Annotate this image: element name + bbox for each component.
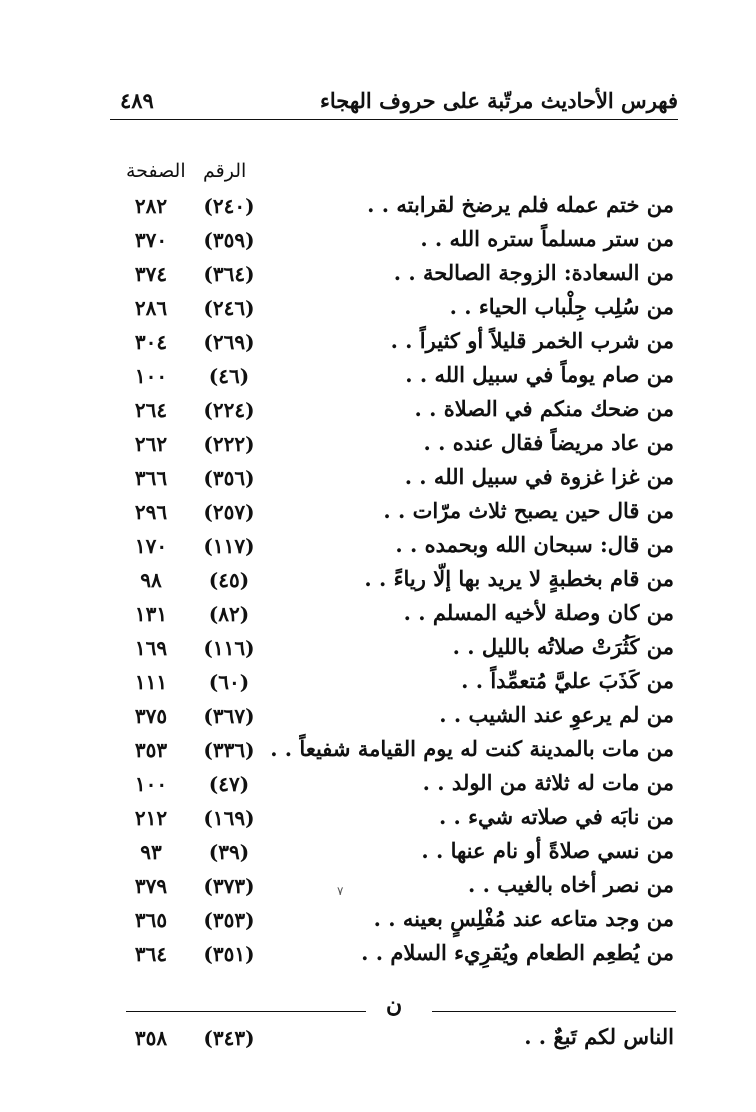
entry-hadith-text: من عاد مريضاً فقال عنده . . [423,430,674,455]
entry-hadith-text: من قام بخطبةٍ لا يريد بها إلّا رياءً . . [364,566,674,591]
index-entry [0,770,756,804]
entry-page-number: ١٠٠ [134,772,168,796]
entry-page-number: ١٧٠ [134,534,168,558]
index-entry [0,668,756,702]
index-entry [0,906,756,940]
index-entry [0,804,756,838]
entry-hadith-text: من قال حين يصبح ثلاث مرّات . . [383,498,674,523]
entry-hadith-number: (٣٥٣) [203,908,255,932]
entry-hadith-text: من ختم عمله فلم يرضخ لقرابته . . [367,192,674,217]
entry-hadith-text: من مات له ثلاثة من الولد . . [422,770,674,795]
entry-page-number: ٣٦٥ [134,908,168,932]
entry-hadith-number: (٣٤٣) [203,1026,255,1050]
entry-hadith-number: (٤٧) [208,772,250,796]
entry-hadith-text: من قال: سبحان الله وبحمده . . [395,532,674,557]
index-entry [0,430,756,464]
index-entry [0,872,756,906]
entry-hadith-number: (٨٢) [208,602,250,626]
section-letter: ن [386,992,403,1018]
entry-hadith-text: من كان وصلة لأخيه المسلم . . [403,600,674,625]
page-title: فهرس الأحاديث مرتّبة على حروف الهجاء [320,88,678,113]
entry-hadith-number: (٣٩) [208,840,250,864]
entry-hadith-text: من كَثُرَتْ صلاتُه بالليل . . [452,634,674,659]
index-entry [0,396,756,430]
entry-hadith-text: من سُلِب جِلْباب الحياء . . [449,294,674,319]
column-header-page: الصفحة [126,160,186,182]
entry-page-number: ٢١٢ [134,806,168,830]
index-entry [0,736,756,770]
index-entry [0,702,756,736]
entry-hadith-number: (٣٦٤) [203,262,255,286]
index-entry [0,634,756,668]
index-entry [0,498,756,532]
index-entry [0,464,756,498]
entry-page-number: ٢٨٢ [134,194,168,218]
index-entry [0,838,756,872]
entry-page-number: ٣٥٣ [134,738,168,762]
index-entry [0,362,756,396]
entry-hadith-number: (١٦٩) [203,806,255,830]
index-entry [0,600,756,634]
entry-hadith-text: من ستر مسلماً ستره الله . . [420,226,674,251]
entry-page-number: ٢٩٦ [134,500,168,524]
entry-hadith-number: (٦٠) [208,670,250,694]
entry-hadith-text: من وجد متاعه عند مُفْلِسٍ بعينه . . [373,906,674,931]
index-entry [0,566,756,600]
entry-hadith-number: (١١٦) [203,636,255,660]
entry-page-number: ٩٨ [140,568,162,592]
entry-page-number: ١١١ [134,670,168,694]
index-entry [0,328,756,362]
section-divider-right [432,1011,676,1012]
entry-page-number: ١٠٠ [134,364,168,388]
entry-hadith-text: من صام يوماً في سبيل الله . . [405,362,674,387]
entry-page-number: ٣٥٨ [134,1026,168,1050]
entry-page-number: ٣٦٤ [134,942,168,966]
entry-hadith-number: (٤٥) [208,568,250,592]
entry-hadith-text: من نسي صلاةً أو نام عنها . . [421,838,674,863]
entry-hadith-text: من كَذَبَ عليَّ مُتعمِّداً . . [461,668,674,693]
page-header [110,88,678,118]
entry-hadith-number: (٣٧٣) [203,874,255,898]
entry-hadith-text: من مات بالمدينة كنت له يوم القيامة شفيعاً . . [270,736,674,761]
entry-hadith-number: (٢٢٢) [203,432,255,456]
section-divider-left [126,1011,366,1012]
entry-hadith-number: (٣٥٦) [203,466,255,490]
entry-hadith-number: (٣٥١) [203,942,255,966]
entry-hadith-number: (٢٤٦) [203,296,255,320]
entry-page-number: ١٣١ [134,602,168,626]
entry-hadith-number: (٢٤٠) [203,194,255,218]
entry-page-number: ٢٨٦ [134,296,168,320]
entry-hadith-text: من نصر أخاه بالغيب . . [467,872,674,897]
margin-mark: ٧ [337,884,344,898]
entry-hadith-number: (٣٥٩) [203,228,255,252]
index-entry [0,226,756,260]
entry-hadith-text: من لم يرعوِ عند الشيب . . [439,702,674,727]
entry-hadith-number: (٢٢٤) [203,398,255,422]
entry-page-number: ٢٦٤ [134,398,168,422]
entry-hadith-number: (١١٧) [203,534,255,558]
entry-page-number: ٩٣ [140,840,162,864]
entry-page-number: ٣٧٥ [134,704,168,728]
entry-page-number: ٣٦٦ [134,466,168,490]
entry-page-number: ٢٦٢ [134,432,168,456]
index-entry [0,260,756,294]
entry-hadith-number: (٣٣٦) [203,738,255,762]
entry-page-number: ١٦٩ [134,636,168,660]
entry-hadith-text: من السعادة: الزوجة الصالحة . . [393,260,674,285]
index-entry [0,532,756,566]
entry-hadith-text: من غزا غزوة في سبيل الله . . [404,464,674,489]
entry-hadith-number: (٢٥٧) [203,500,255,524]
entry-page-number: ٣٧٩ [134,874,168,898]
column-header-number: الرقم [203,160,247,182]
entry-hadith-number: (٤٦) [208,364,250,388]
entry-page-number: ٣٧٠ [134,228,168,252]
index-entry [0,294,756,328]
index-entry [0,940,756,974]
entry-hadith-number: (٢٦٩) [203,330,255,354]
entry-page-number: ٣٠٤ [134,330,168,354]
entry-hadith-text: الناس لكم تَبعٌ . . [524,1024,674,1049]
page-number: ٤٨٩ [120,88,154,113]
header-divider [110,119,678,120]
index-entry [0,192,756,226]
entry-page-number: ٣٧٤ [134,262,168,286]
entry-hadith-text: من نابَه في صلاته شيء . . [438,804,674,829]
index-entry [0,1024,756,1058]
entry-hadith-number: (٣٦٧) [203,704,255,728]
entry-hadith-text: من شرب الخمر قليلاً أو كثيراً . . [390,328,674,353]
entry-hadith-text: من يُطعِم الطعام ويُقرِيء السلام . . [361,940,674,965]
entry-hadith-text: من ضحك منكم في الصلاة . . [414,396,674,421]
